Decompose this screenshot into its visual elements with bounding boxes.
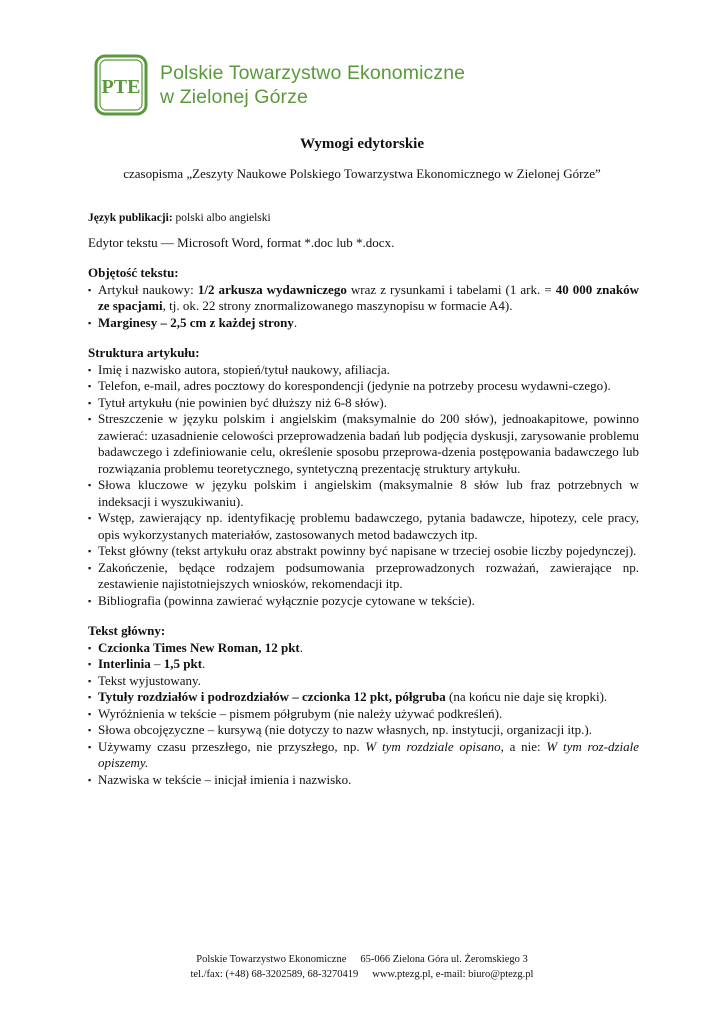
text-run: Słowa kluczowe w języku polskim i angielskim (maksymalnie 8 słów lub fraz potrzebnych w indeksacji i wyszukiwaniu).: [98, 477, 639, 509]
organization-name: [160, 61, 465, 109]
org-name-line2: w Zielonej Górze: [160, 86, 308, 108]
text-run: (na końcu nie daje się kropki).: [445, 689, 608, 704]
text-run: Wyróżnienia w tekście – pismem półgrubym (nie należy używać podkreśleń).: [98, 705, 503, 721]
document-body: [88, 210, 639, 788]
footer-line2: [0, 967, 724, 982]
text-run: Tekst wyjustowany.: [98, 672, 201, 688]
bold-run: 1/2 arkusza wydawniczego: [197, 281, 347, 297]
list-item: [88, 282, 639, 315]
publication-language: [88, 210, 639, 227]
footer: [0, 952, 724, 982]
text-run: Używamy czasu przeszłego, nie przyszłego, np.: [98, 738, 366, 754]
main-text-list: [88, 640, 639, 789]
section-heading-structure: Struktura artykułu:: [88, 345, 200, 360]
footer-contact: tel./fax: (+48) 68-3202589, 68-3270419: [190, 969, 359, 980]
italic-run: W tym roz-dziale opiszemy.: [98, 738, 640, 770]
text-run: Tytuł artykułu (nie powinien być dłuższy niż 6-8 słów).: [98, 394, 388, 410]
list-item: [88, 543, 639, 560]
footer-address: 65-066 Zielona Góra ul. Żeromskiego 3: [360, 954, 528, 965]
text-run: Streszczenie w języku polskim i angielskim (maksymalnie do 200 słów), jednoakapitowe, powinno zawierać: uzasadnienie celowości przeprowadzenia badań lub podjęcia dyskusji, zarysowanie problemu badawczego i zdefiniowanie celu, określenie sposobu przeprowa-dzenia postępowania badawczego lub rozwiązania problemu teoretycznego, syntetyczną prezentację struktury artykułu.: [98, 411, 639, 476]
text-run: Imię i nazwisko autora, stopień/tytuł naukowy, afiliacja.: [98, 361, 390, 377]
list-item: [88, 510, 639, 543]
text-run: Bibliografia (powinna zawierać wyłącznie pozycje cytowane w tekście).: [98, 592, 475, 608]
language-value: polski albo angielski: [172, 212, 271, 224]
bold-run: 1,5 pkt: [163, 656, 203, 671]
list-item: [88, 411, 639, 477]
text-run: Wstęp, zawierający np. identyfikację problemu badawczego, pytania badawcze, hipotezy, cele pracy, opis wykorzystanych materiałów, zastosowanych metod badawczych itp.: [98, 510, 639, 542]
footer-web-email: www.ptezg.pl, e-mail: biuro@ptezg.pl: [372, 969, 534, 980]
text-run: .: [299, 639, 304, 655]
org-name-line1: Polskie Towarzystwo Ekonomiczne: [160, 62, 466, 84]
bold-run: Tytuły rozdziałów i podrozdziałów – czcionka 12 pkt, półgruba: [98, 689, 446, 704]
logo-letters: PTE: [101, 76, 141, 98]
footer-line1: [0, 952, 724, 967]
list-item: [88, 722, 639, 739]
letterhead: [90, 52, 500, 118]
list-item: [88, 362, 639, 379]
text-run: wraz z rysunkami i tabelami (1 ark. =: [346, 281, 556, 297]
text-run: Nazwiska w tekście – inicjał imienia i nazwisko.: [98, 771, 352, 787]
list-item: [88, 593, 639, 610]
list-item: [88, 739, 639, 772]
volume-list: [88, 282, 639, 332]
list-item: [88, 706, 639, 723]
list-item: [88, 477, 639, 510]
text-run: Tekst główny (tekst artykułu oraz abstrakt powinny być napisane w trzeciej osobie liczby pojedynczej).: [98, 543, 637, 558]
editor-requirement: Edytor tekstu — Microsoft Word, format *.doc lub *.docx.: [88, 234, 395, 250]
bold-run: Marginesy – 2,5 cm z każdej strony: [98, 314, 294, 330]
list-item: [88, 689, 639, 706]
text-run: Telefon, e-mail, adres pocztowy do korespondencji (jedynie na potrzeby procesu wydawni-czego).: [98, 378, 611, 393]
text-run: , tj. ok. 22 strony znormalizowanego maszynopisu w formacie A4).: [162, 298, 513, 313]
bold-run: Interlinia: [98, 656, 151, 671]
list-item: [88, 395, 639, 412]
text-run: Słowa obcojęzyczne – kursywą (nie dotyczy to nazw własnych, np. instytucji, organizacji itp.).: [98, 722, 592, 737]
section-heading-volume: Objętość tekstu:: [88, 265, 179, 280]
list-item: [88, 640, 639, 657]
text-run: .: [293, 314, 298, 330]
footer-org: Polskie Towarzystwo Ekonomiczne: [196, 954, 347, 965]
section-heading-main-text: Tekst główny:: [88, 623, 166, 638]
text-run: Artykuł naukowy:: [98, 281, 198, 297]
page-title: Wymogi edytorskie: [299, 136, 424, 152]
list-item: [88, 378, 639, 395]
structure-list: [88, 362, 639, 610]
text-run: , a nie:: [500, 738, 547, 754]
bold-run: 40 000 znaków ze spacjami: [98, 281, 639, 313]
text-run: Zakończenie, będące rodzajem podsumowania przeprowadzonych rozważań, zawierające np. zestawienie najistotniejszych wniosków, rekomendacji itp.: [98, 559, 639, 591]
list-item: [88, 315, 639, 332]
list-item: [88, 772, 639, 789]
italic-run: W tym rozdziale opisano: [365, 738, 501, 754]
list-item: [88, 673, 639, 690]
language-label: Język publikacji:: [88, 212, 173, 224]
list-item: [88, 656, 639, 673]
text-run: –: [150, 656, 164, 671]
list-item: [88, 560, 639, 593]
page-subtitle: czasopisma „Zeszyty Naukowe Polskiego Towarzystwa Ekonomicznego w Zielonej Górze”: [123, 166, 601, 181]
bold-run: Czcionka Times New Roman, 12 pkt: [98, 639, 300, 655]
pte-logo-icon: [90, 54, 152, 116]
text-run: .: [202, 656, 206, 671]
